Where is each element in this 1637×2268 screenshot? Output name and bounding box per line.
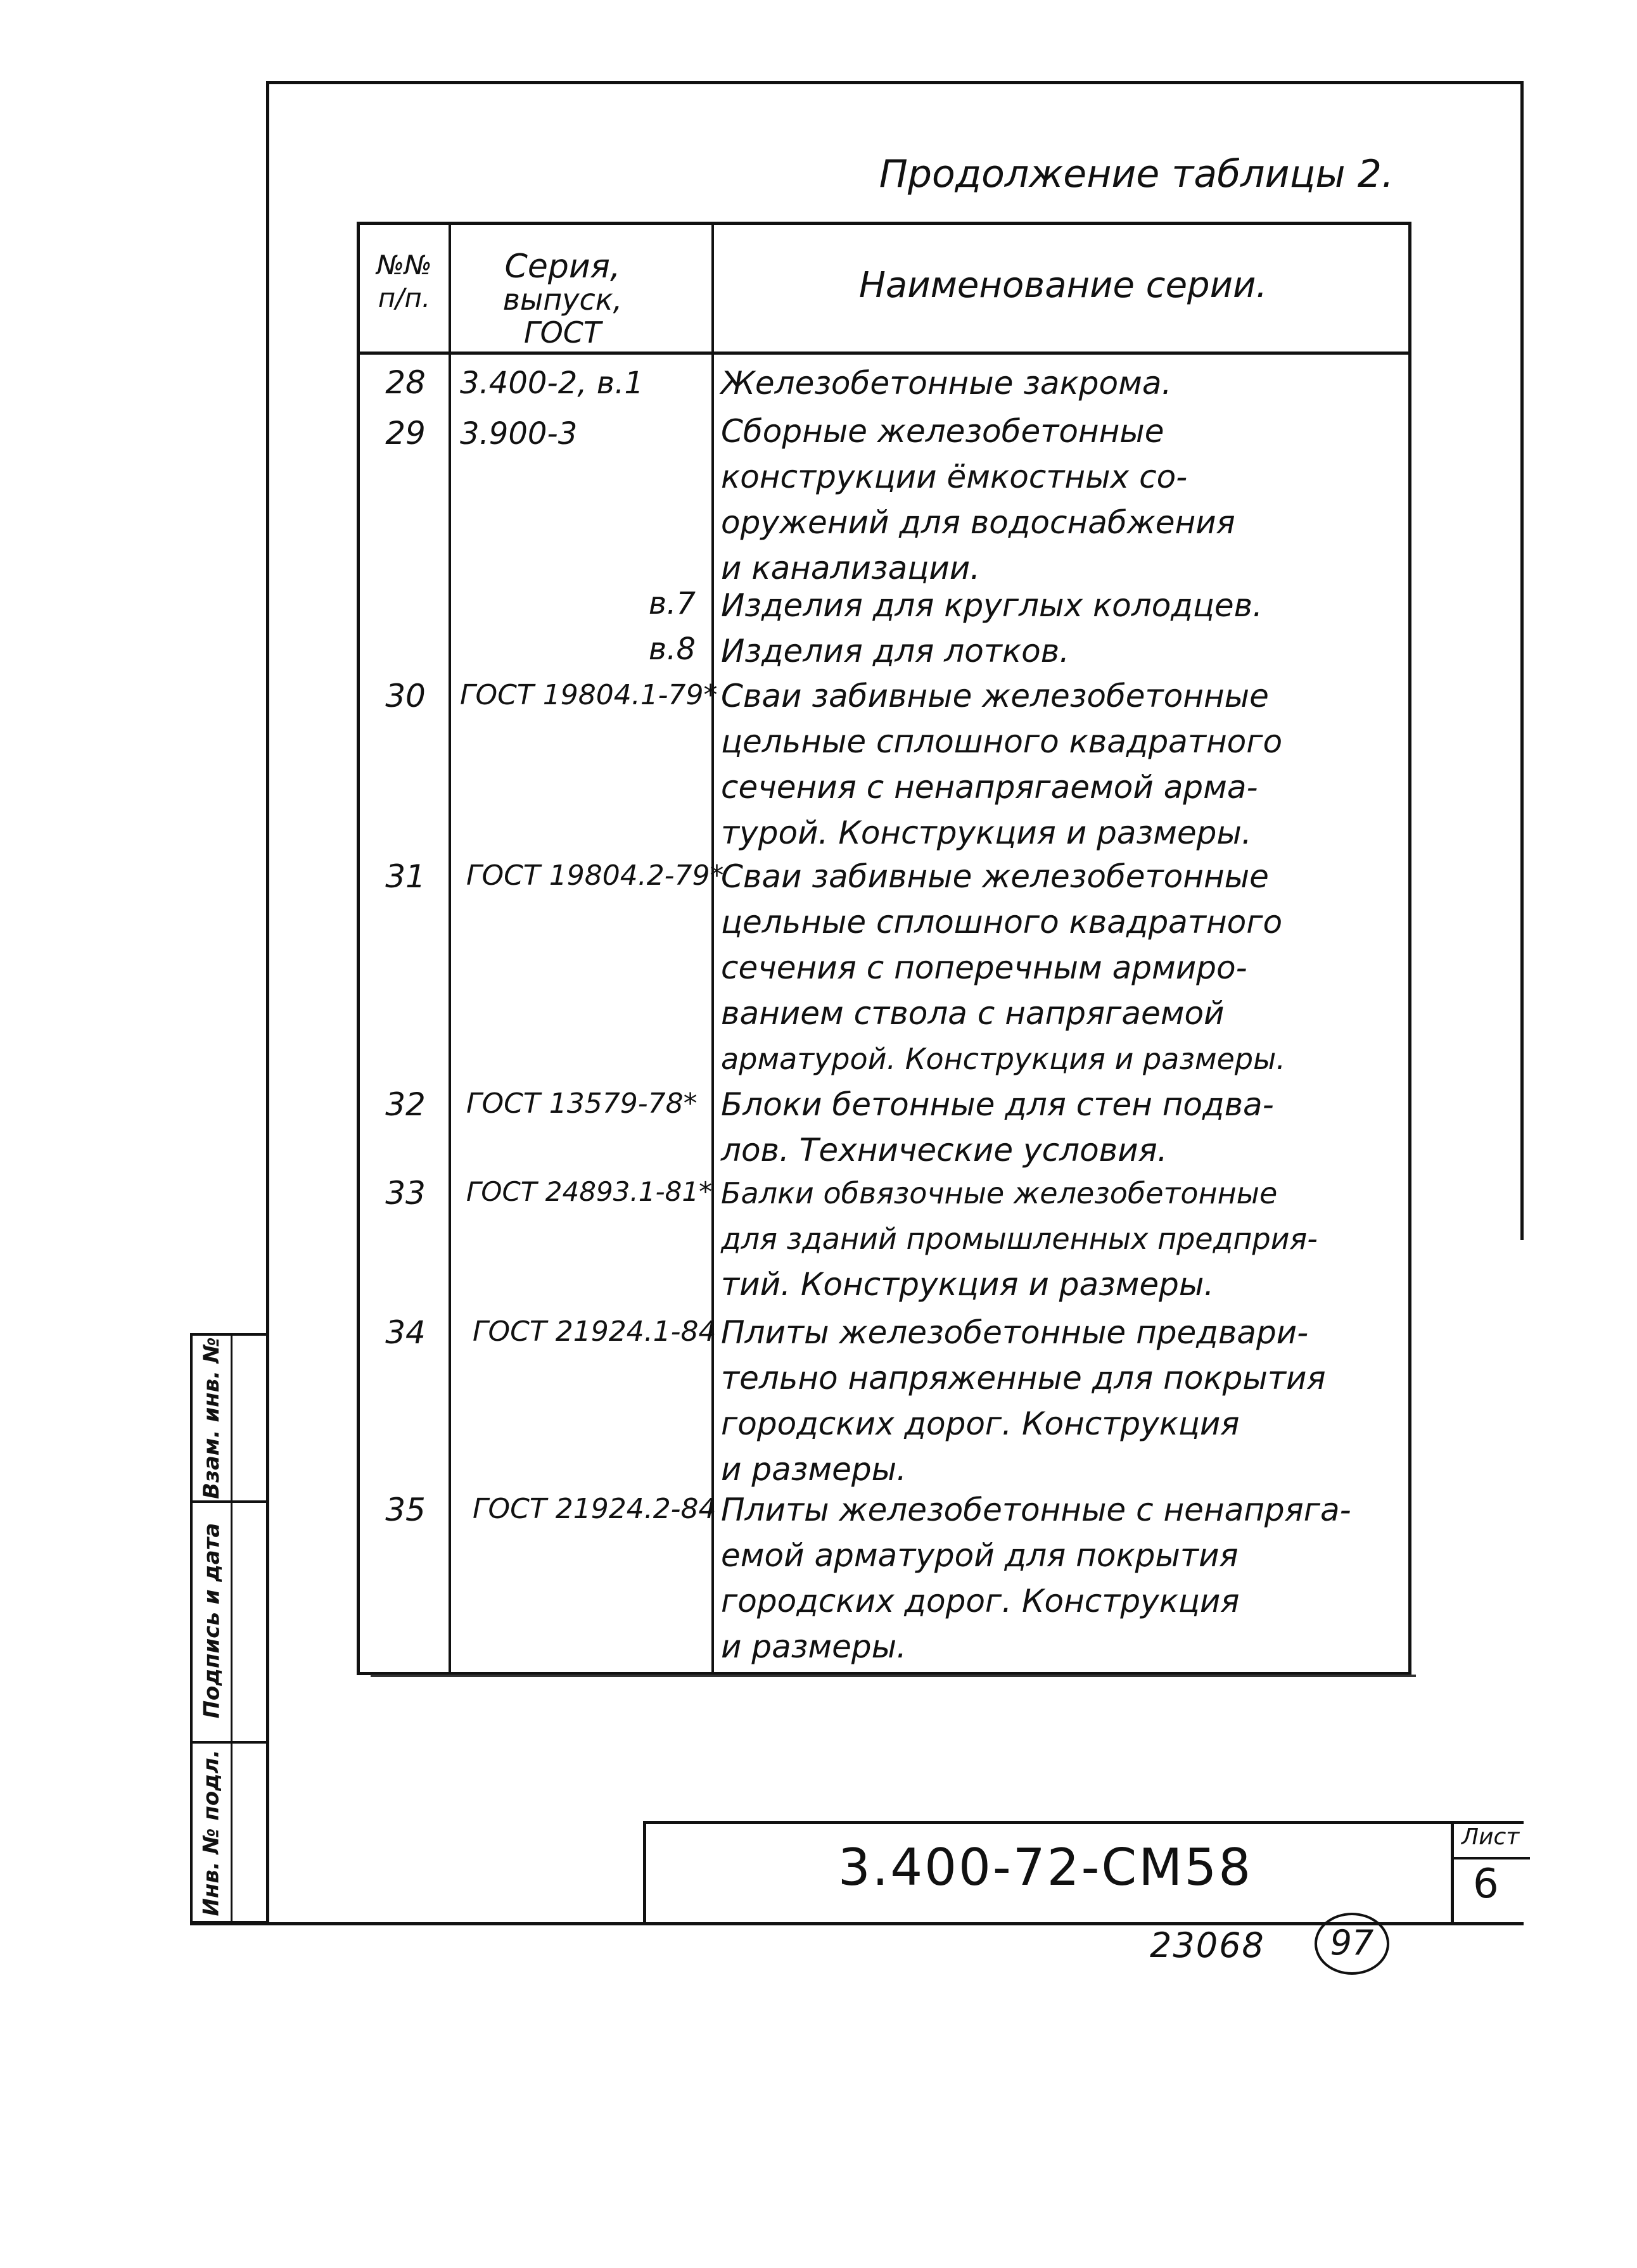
row-31-name: [721, 854, 1405, 1082]
stamp-replacement-inventory: [194, 1336, 229, 1500]
sheet-box: [1451, 1824, 1530, 1925]
sheet-label: Лист: [1462, 1824, 1520, 1850]
row-31-name-line: арматурой. Конструкция и размеры.: [721, 1042, 1285, 1076]
title-block: [643, 1821, 1524, 1922]
row-28-name: [721, 360, 1405, 406]
row-35-name-line: емой арматурой для покрытия: [721, 1537, 1239, 1574]
row-33-series: ГОСТ 24893.1-81*: [466, 1176, 713, 1207]
row-30-name-line: сечения с ненапрягаемой арма-: [721, 769, 1258, 806]
row-31-name-line: ванием ствола с напрягаемой: [721, 995, 1225, 1032]
inventory-number: 23068: [1150, 1925, 1265, 1965]
row-29-issue-7-name: [721, 583, 1405, 628]
row-29-issue-7-name-line: Изделия для круглых колодцев.: [721, 587, 1263, 624]
header-divider: [360, 352, 1408, 355]
stamp-replacement-inventory-text: Взам. инв. №: [199, 1337, 224, 1499]
row-35-series: ГОСТ 21924.2-84: [473, 1493, 717, 1525]
row-31-series: ГОСТ 19804.2-79*: [466, 859, 724, 892]
row-29-series: 3.900-3: [460, 416, 578, 452]
row-33-name: [721, 1170, 1405, 1307]
row-28-num: 28: [385, 364, 426, 401]
row-29-name-line: Сборные железобетонные: [721, 413, 1164, 450]
row-35-name-line: городских дорог. Конструкция: [721, 1583, 1240, 1619]
table-bottom-shadow: [371, 1675, 1416, 1677]
row-34-name: [721, 1310, 1405, 1492]
row-30-num: 30: [385, 678, 426, 714]
header-series-line-2: выпуск,: [502, 282, 623, 317]
row-31-num: 31: [385, 858, 426, 895]
row-28-series: 3.400-2, в.1: [460, 365, 644, 401]
side-stamp: [190, 1333, 269, 1923]
row-32-name: [721, 1082, 1405, 1173]
series-table: [357, 222, 1411, 1675]
row-33-num: 33: [385, 1175, 426, 1212]
row-29-issue-8: в.8: [648, 631, 696, 667]
column-divider-1: [449, 225, 451, 1672]
row-30-name: [721, 673, 1405, 856]
header-series-line-1: Серия,: [504, 248, 621, 286]
frame-right-border: [1520, 81, 1524, 1240]
row-32-num: 32: [385, 1086, 426, 1123]
row-29-issue-7: в.7: [648, 586, 696, 621]
row-34-num: 34: [385, 1314, 426, 1351]
row-29-num: 29: [385, 415, 426, 452]
row-35-num: 35: [385, 1492, 426, 1528]
document-code: 3.400-72-СМ58: [838, 1838, 1253, 1897]
row-34-name-line: тельно напряженные для покрытия: [721, 1360, 1326, 1397]
row-34-name-line: Плиты железобетонные предвари-: [721, 1314, 1309, 1351]
row-35-name: [721, 1487, 1405, 1669]
frame-top-border: [266, 81, 1524, 84]
row-34-series: ГОСТ 21924.1-84: [473, 1315, 717, 1348]
row-34-name-line: городских дорог. Конструкция: [721, 1405, 1240, 1442]
stamp-signature-date-text: Подпись и дата: [199, 1523, 225, 1719]
row-34-name-line: и размеры.: [721, 1451, 907, 1488]
header-series: [455, 250, 670, 349]
row-33-name-line: Балки обвязочные железобетонные: [721, 1176, 1278, 1210]
row-29-name: [721, 409, 1405, 591]
row-31-name-line: сечения с поперечным армиро-: [721, 949, 1247, 986]
row-32-name-line: лов. Технические условия.: [721, 1132, 1168, 1169]
row-29-issue-8-name: [721, 628, 1405, 674]
sheet-number: 6: [1473, 1861, 1499, 1908]
stamp-original-inventory: [194, 1742, 229, 1923]
header-num-line-2: п/п.: [378, 282, 431, 314]
row-35-name-line: и размеры.: [721, 1628, 907, 1665]
header-num: [361, 249, 447, 315]
row-29-name-line: конструкции ёмкостных со-: [721, 459, 1188, 495]
row-33-name-line: тий. Конструкция и размеры.: [721, 1266, 1214, 1303]
row-31-name-line: Сваи забивные железобетонные: [721, 858, 1269, 895]
header-num-line-1: №№: [376, 250, 432, 281]
header-name: Наименование серии.: [858, 265, 1268, 306]
row-32-name-line: Блоки бетонные для стен подва-: [721, 1086, 1274, 1123]
row-29-name-line: оружений для водоснабжения: [721, 504, 1235, 541]
table-title: Продолжение таблицы 2.: [879, 152, 1394, 196]
row-29-name-line: и канализации.: [721, 550, 981, 586]
stamp-signature-date: [194, 1502, 229, 1740]
row-33-name-line: для зданий промышленных предприя-: [721, 1222, 1318, 1256]
header-series-line-3: ГОСТ: [523, 315, 602, 350]
row-30-name-line: цельные сплошного квадратного: [721, 723, 1283, 760]
row-35-name-line: Плиты железобетонные с ненапряга-: [721, 1492, 1351, 1528]
row-32-series: ГОСТ 13579-78*: [466, 1087, 697, 1120]
row-30-name-line: Сваи забивные железобетонные: [721, 678, 1269, 714]
row-31-name-line: цельные сплошного квадратного: [721, 904, 1283, 941]
row-30-series: ГОСТ 19804.1-79*: [460, 679, 718, 711]
stamp-original-inventory-text: Инв. № подл.: [199, 1749, 224, 1916]
sheet-divider: [1454, 1857, 1530, 1859]
row-29-issue-8-name-line: Изделия для лотков.: [721, 633, 1070, 669]
row-28-name-line: Железобетонные закрома.: [721, 365, 1172, 402]
row-30-name-line: турой. Конструкция и размеры.: [721, 814, 1252, 851]
page-circle-number: 97: [1315, 1913, 1389, 1975]
